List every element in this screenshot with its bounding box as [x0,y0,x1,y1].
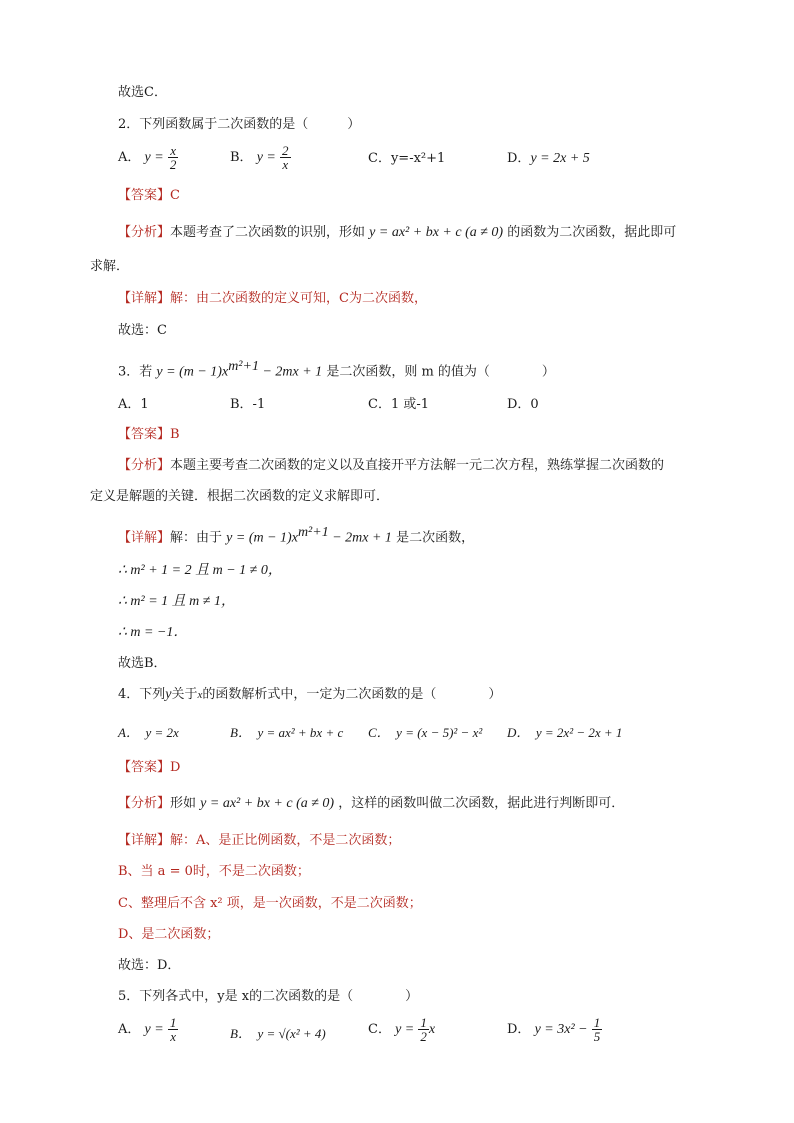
q2-answer: 【答案】C [118,188,180,203]
q2-option-b: B． y = $\frac{2}{x}$ [230,143,289,172]
q5-option-c: C． y = $\frac{1}{2}$ x [368,1015,436,1044]
q4-analysis: 【分析】形如 y = ax² + bx + c (a ≠ 0) ，这样的函数叫做二次函数，据此进行判断即可． [118,796,625,811]
q1-conclusion: 故选C． [118,85,167,100]
q3-conclusion: 故选B． [118,656,167,671]
q4-option-d: D． y = 2x² − 2x + 1 [507,725,623,740]
q4-stem: 4．下列y关于x的函数解析式中，一定为二次函数的是（ ） [118,687,502,702]
q4-detail-a: 【详解】解：A、是正比例函数，不是二次函数； [118,833,401,848]
q3-option-c: C．1 或-1 [368,397,430,412]
q4-option-c: C． y = (x − 5)² − x² [368,725,483,740]
q3-analysis-line2: 定义是解题的关键．根据二次函数的定义求解即可． [90,489,390,504]
q3-step-1: ∴ m² + 1 = 2 且 m − 1 ≠ 0， [118,563,282,578]
q2-detail: 【详解】解：由二次函数的定义可知，C为二次函数， [118,291,427,306]
q3-answer: 【答案】B [118,427,180,442]
q4-detail-b: B、当 a = 0时，不是二次函数； [118,864,310,879]
q2-option-d: D．y = 2x + 5 [507,151,590,166]
q4-conclusion: 故选：D． [118,958,181,973]
q2-analysis-line2: 求解． [90,259,130,274]
q3-step-3: ∴ m = −1． [118,625,188,640]
q3-analysis-line1: 【分析】本题主要考查二次函数的定义以及直接开平方法解一元二次方程，熟练掌握二次函数的 [118,458,665,473]
q5-option-a: A． y = $\frac{1}{x}$ [118,1015,177,1044]
q4-option-b: B． y = ax² + bx + c [230,725,344,740]
q2-conclusion: 故选：C [118,323,167,338]
q5-option-b: B． y = √(x² + 4) [230,1026,326,1041]
q4-answer: 【答案】D [118,760,181,775]
q4-option-a: A． y = 2x [118,725,179,740]
q4-detail-c: C、整理后不含 x² 项，是一次函数，不是二次函数； [118,896,422,911]
q5-option-d: D． y = 3x² − $\frac{1}{5}$ [507,1015,601,1044]
q3-detail: 【详解】解：由于 $y = (m - 1)x^{m^2+1} - 2mx + 1$ 是二次函数， [118,525,475,546]
q3-option-a: A．1 [118,397,149,412]
q2-option-a: A． y = $\frac{x}{2}$ [118,143,177,172]
q3-stem: 3．若 $y = (m - 1)x^{m^2+1} - 2mx + 1$ 是二次函数，则 m 的值为（ ） [118,359,555,380]
q2-stem: 2．下列函数属于二次函数的是（ ） [118,117,361,132]
q3-option-d: D．0 [507,397,539,412]
q3-option-b: B．-1 [230,397,266,412]
q3-step-2: ∴ m² = 1 且 m ≠ 1， [118,594,235,609]
q2-analysis-line1: 【分析】本题考查了二次函数的识别，形如 y = ax² + bx + c (a ≠ 0) 的函数为二次函数，据此即可 [118,225,677,240]
q2-option-c: C．y=-x²+1 [368,151,446,166]
q4-detail-d: D、是二次函数； [118,927,220,942]
q5-stem: 5．下列各式中，y是 x的二次函数的是（ ） [118,989,419,1004]
